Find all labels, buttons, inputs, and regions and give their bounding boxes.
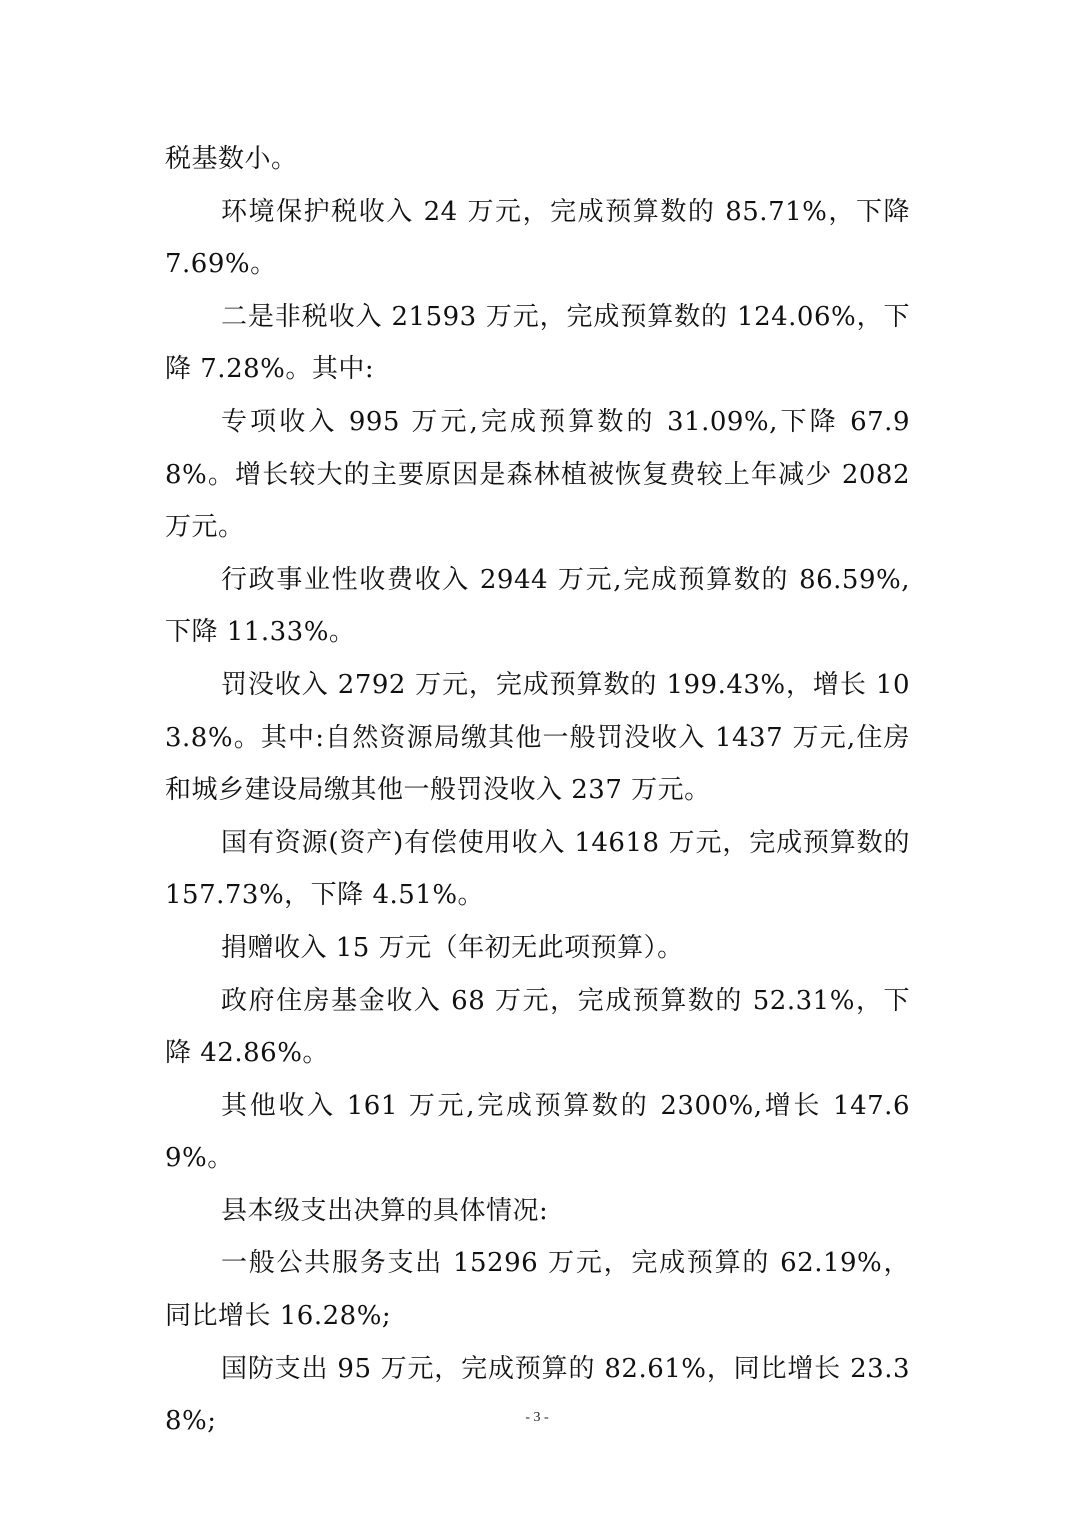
paragraph-tax-base-small: 税基数小。 — [165, 144, 298, 174]
paragraph-administrative-fees: 行政事业性收费收入 2944 万元,完成预算数的 86.59%,下降 11.33%。 — [165, 564, 910, 648]
paragraph-environmental-tax: 环境保护税收入 24 万元，完成预算数的 85.71%，下降 7.69%。 — [165, 196, 910, 280]
page-number: - 3 - — [525, 1410, 549, 1425]
document-body — [165, 133, 910, 1448]
paragraph-special-revenue: 专项收入 995 万元,完成预算数的 31.09%,下降 67.98%。增长较大的主要原因是森林植被恢复费较上年减少 2082 万元。 — [165, 406, 910, 543]
paragraph-non-tax-revenue: 二是非税收入 21593 万元，完成预算数的 124.06%，下降 7.28%。其中: — [165, 301, 910, 385]
paragraph-state-resource-revenue: 国有资源(资产)有偿使用收入 14618 万元，完成预算数的 157.73%，下降 4.51%。 — [165, 827, 910, 911]
paragraph-fines-revenue: 罚没收入 2792 万元，完成预算数的 199.43%，增长 103.8%。其中:自然资源局缴其他一般罚没收入 1437 万元,住房和城乡建设局缴其他一般罚没收入 237 万元。 — [165, 669, 910, 806]
paragraph-general-public-services: 一般公共服务支出 15296 万元，完成预算的 62.19%，同比增长 16.28%; — [165, 1248, 910, 1332]
paragraph-housing-fund-revenue: 政府住房基金收入 68 万元，完成预算数的 52.31%，下降 42.86%。 — [165, 985, 910, 1069]
paragraph-other-revenue: 其他收入 161 万元,完成预算数的 2300%,增长 147.69%。 — [165, 1090, 910, 1174]
paragraph-national-defense: 国防支出 95 万元，完成预算的 82.61%，同比增长 23.38%; — [165, 1353, 910, 1437]
paragraph-expenditure-heading: 县本级支出决算的具体情况: — [221, 1195, 549, 1226]
paragraph-donation-revenue: 捐赠收入 15 万元（年初无此项预算）。 — [221, 932, 684, 963]
